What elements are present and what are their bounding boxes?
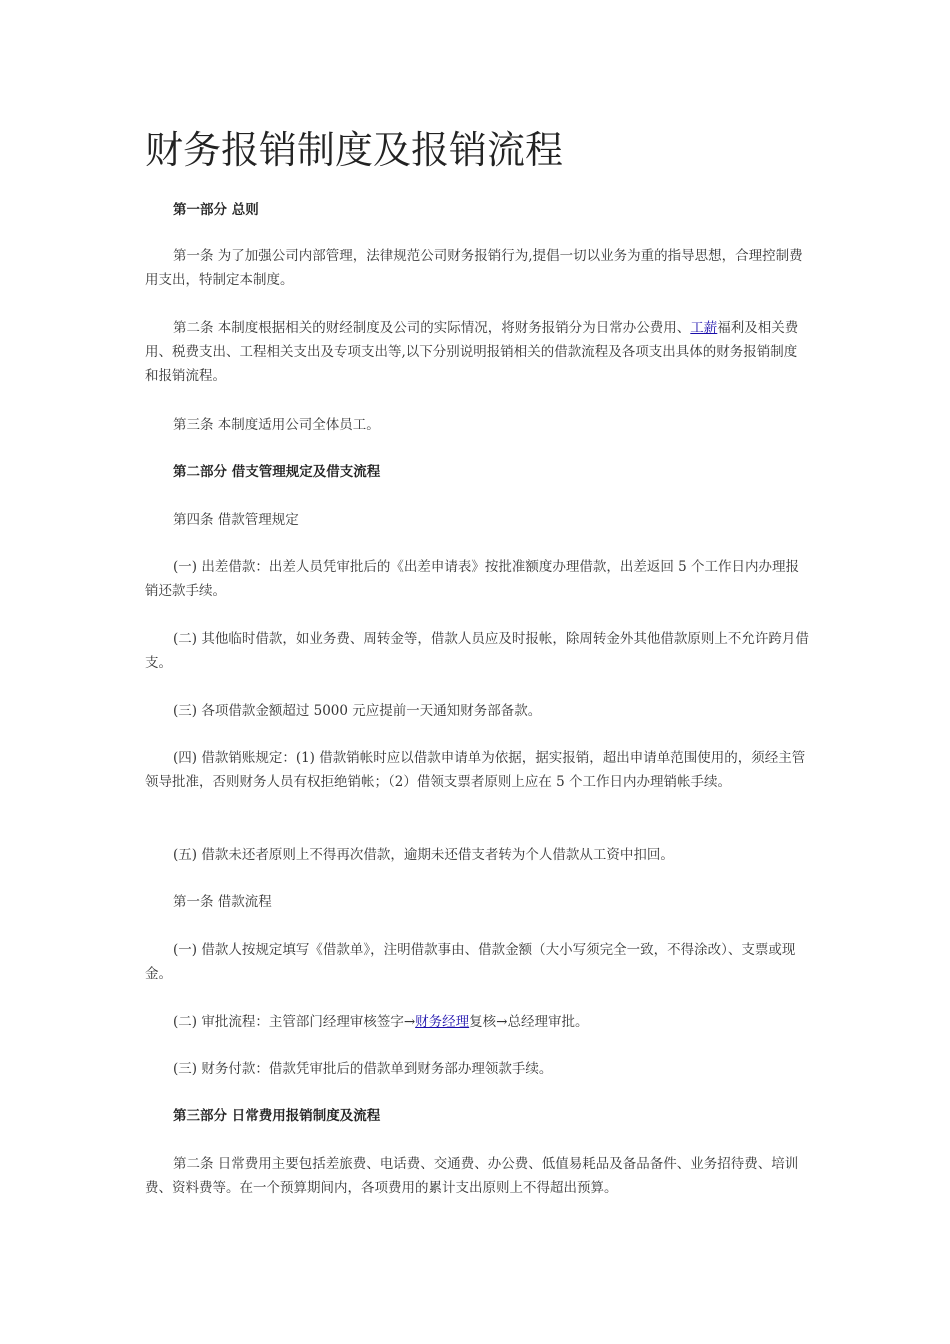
loan-rule-3: (三) 各项借款金额超过 5000 元应提前一天通知财务部备款。 <box>173 703 542 719</box>
loan-rule-5: (五) 借款未还者原则上不得再次借款，逾期未还借支者转为个人借款从工资中扣回。 <box>173 847 674 863</box>
article-3: 第三条 本制度适用公司全体员工。 <box>173 417 380 433</box>
loan-flow-2-text-b: 复核→总经理审批。 <box>469 1014 589 1030</box>
article-2-text-b: 福利及相关费用、税费支出、工程相关支出及专项支出等,以下分别说明报销相关的借款流程及各项支出具体的财务报销制度和报销流程。 <box>145 320 799 384</box>
article-2 <box>145 316 810 388</box>
loan-flow-2 <box>145 1010 810 1034</box>
part1-heading: 第一部分 总则 <box>173 202 259 218</box>
loan-flow-3: (三) 财务付款：借款凭审批后的借款单到财务部办理领款手续。 <box>173 1061 553 1077</box>
salary-link[interactable]: 工薪 <box>690 320 718 336</box>
loan-flow-2-text-a: (二) 审批流程：主管部门经理审核签字→ <box>173 1014 416 1030</box>
part3-heading: 第三部分 日常费用报销制度及流程 <box>173 1108 381 1124</box>
article-1: 第一条 为了加强公司内部管理，法律规范公司财务报销行为,提倡一切以业务为重的指导思想，合理控制费用支出，特制定本制度。 <box>145 248 803 288</box>
article-2-text-a: 第二条 本制度根据相关的财经制度及公司的实际情况，将财务报销分为日常办公费用、 <box>173 320 691 336</box>
article-4: 第四条 借款管理规定 <box>173 512 299 528</box>
loan-flow-1: (一) 借款人按规定填写《借款单》，注明借款事由、借款金额（大小写须完全一致，不得涂改）、支票或现金。 <box>145 942 796 982</box>
loan-rule-1: (一) 出差借款：出差人员凭审批后的《出差申请表》按批准额度办理借款，出差返回 5 个工作日内办理报销还款手续。 <box>145 559 799 599</box>
loan-rule-2: (二) 其他临时借款，如业务费、周转金等，借款人员应及时报帐，除周转金外其他借款原则上不允许跨月借支。 <box>145 631 809 671</box>
finance-manager-link[interactable]: 财务经理 <box>415 1014 470 1030</box>
loan-rule-4: (四) 借款销账规定：(1) 借款销帐时应以借款申请单为依据，据实报销，超出申请单范围使用的，须经主管领导批准，否则财务人员有权拒绝销帐；（2）借领支票者原则上应在 5 个工作日内办理销帐手续。 <box>145 750 806 790</box>
document-title: 财务报销制度及报销流程 <box>145 128 564 172</box>
part2-heading: 第二部分 借支管理规定及借支流程 <box>173 464 381 480</box>
loan-flow-heading: 第一条 借款流程 <box>173 894 272 910</box>
article-daily-expenses: 第二条 日常费用主要包括差旅费、电话费、交通费、办公费、低值易耗品及备品备件、业务招待费、培训费、资料费等。在一个预算期间内，各项费用的累计支出原则上不得超出预算。 <box>145 1156 799 1196</box>
